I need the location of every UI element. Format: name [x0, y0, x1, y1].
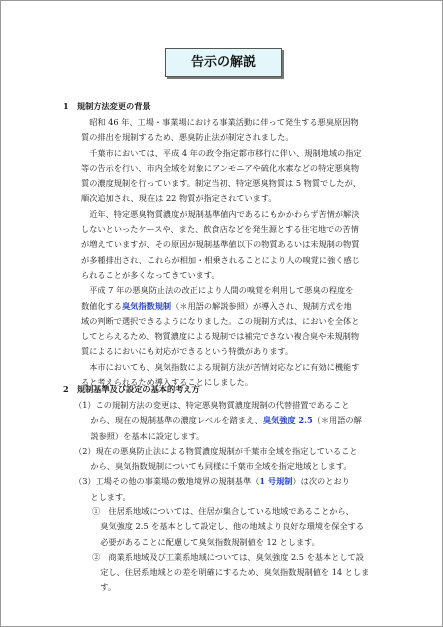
text-run: から、現在の規制基準の濃度レベルを踏まえ、 — [74, 415, 263, 426]
section2-subitems — [92, 504, 369, 596]
text-line: 必要があることに配慮して臭気指数規制値を 12 とします。 — [92, 536, 320, 547]
text-line: 千葉市においては、平成 4 年の政令指定都市移行に伴い、規制地域の指定 — [81, 147, 362, 158]
section1-paragraph1 — [81, 115, 362, 390]
term-highlight: 臭気強度 2.5 — [262, 415, 313, 426]
text-line — [74, 474, 362, 489]
text-line: られることが多くなってきています。 — [81, 269, 220, 280]
text-line: 定し、住居系地域との差を明確にするため、臭気指数規制値を 14 としま — [92, 567, 370, 578]
term-highlight: 1 号規制 — [259, 476, 293, 487]
text-line: から、臭気指数規制についても同様に千葉市全域を指定地域とします。 — [74, 461, 352, 472]
text-line: （1）この規制方法の変更は、特定悪臭物質濃度規制の代替措置であること — [74, 400, 350, 410]
text-line: 等の告示を行い、市内全域を対象にアンモニアや硫化水素などの特定悪臭物 — [81, 162, 360, 173]
page-title: 告示の解説 — [165, 48, 282, 77]
section1-heading: 1 規制方法変更の背景 — [63, 101, 151, 111]
text-line: ると考えられるため導入することにしました。 — [81, 377, 253, 388]
text-line: 質の濃度規制を行っています。制定当初、特定悪臭物質は 5 物質でしたが、 — [81, 178, 361, 189]
text-line: 昭和 46 年、工場・事業場における事業活動に伴って発生する悪臭原因物 — [81, 117, 359, 127]
text-run: （＊用語の解説参照）が導入され、規制方式を地 — [171, 300, 352, 311]
text-line: 順次追加され、現在は 22 物質が指定されています。 — [81, 193, 277, 204]
text-line: 臭気強度 2.5 を基本として設定し、他の地域より良好な環境を保全する — [92, 521, 365, 532]
text-line: ② 商業系地域及び工業系地域については、臭気強度 2.5 を基本として設 — [92, 551, 364, 562]
text-run: （＊用語の解 — [312, 415, 362, 426]
text-line — [81, 299, 362, 314]
text-line: が増えていますが、その原因が規制基準値以下の物質あるいは未規制の物質 — [81, 239, 360, 250]
text-line: 質の排出を規制するため、悪臭防止法が制定されました。 — [81, 132, 294, 143]
text-line: す。 — [92, 582, 116, 593]
text-run: ）は次のとおり — [292, 476, 350, 487]
term-highlight: 臭気指数規制 — [121, 300, 172, 311]
text-line: 質によるにおいにも対応ができるという特徴があります。 — [81, 346, 294, 357]
text-line: 説参照）を基本に設定します。 — [74, 430, 205, 441]
text-line: が多種排出され、これらが相加・相乗されることにより人の嗅覚に強く感じ — [81, 254, 360, 265]
text-line: 域の判断で選択できるようになりました。この規制方式は、においを全体と — [81, 315, 360, 326]
text-line: 平成 7 年の悪臭防止法の改正により人間の嗅覚を利用して悪臭の程度を — [81, 285, 354, 296]
text-line: しないといったケースや、また、飲食店などを発生源とする住宅地での苦情 — [81, 224, 359, 235]
text-run: （3）工場その他の事業場の敷地境界の規制基準（ — [74, 476, 260, 487]
text-line — [74, 413, 362, 428]
section2-heading: 2 規制基準及び設定の基本的考え方 — [63, 384, 200, 394]
text-line: 本市においても、臭気指数による規制方法が苦情対応などに有効に機能す — [81, 361, 360, 372]
text-line: 近年、特定悪臭物質濃度が規制基準値内であるにもかかわらず苦情が解決 — [81, 208, 360, 219]
section2-items — [74, 398, 362, 505]
text-run: 数値化する — [81, 300, 122, 311]
text-line: ① 住居系地域については、住居が集合している地域であることから、 — [92, 506, 354, 516]
text-line: してとらえるため、物質濃度による規制では補完できない複合臭や未規制物 — [81, 331, 360, 342]
text-line: （2）現在の悪臭防止法による物質濃度規制が千葉市全域を指定していること — [74, 445, 358, 456]
text-line: とします。 — [74, 491, 131, 502]
